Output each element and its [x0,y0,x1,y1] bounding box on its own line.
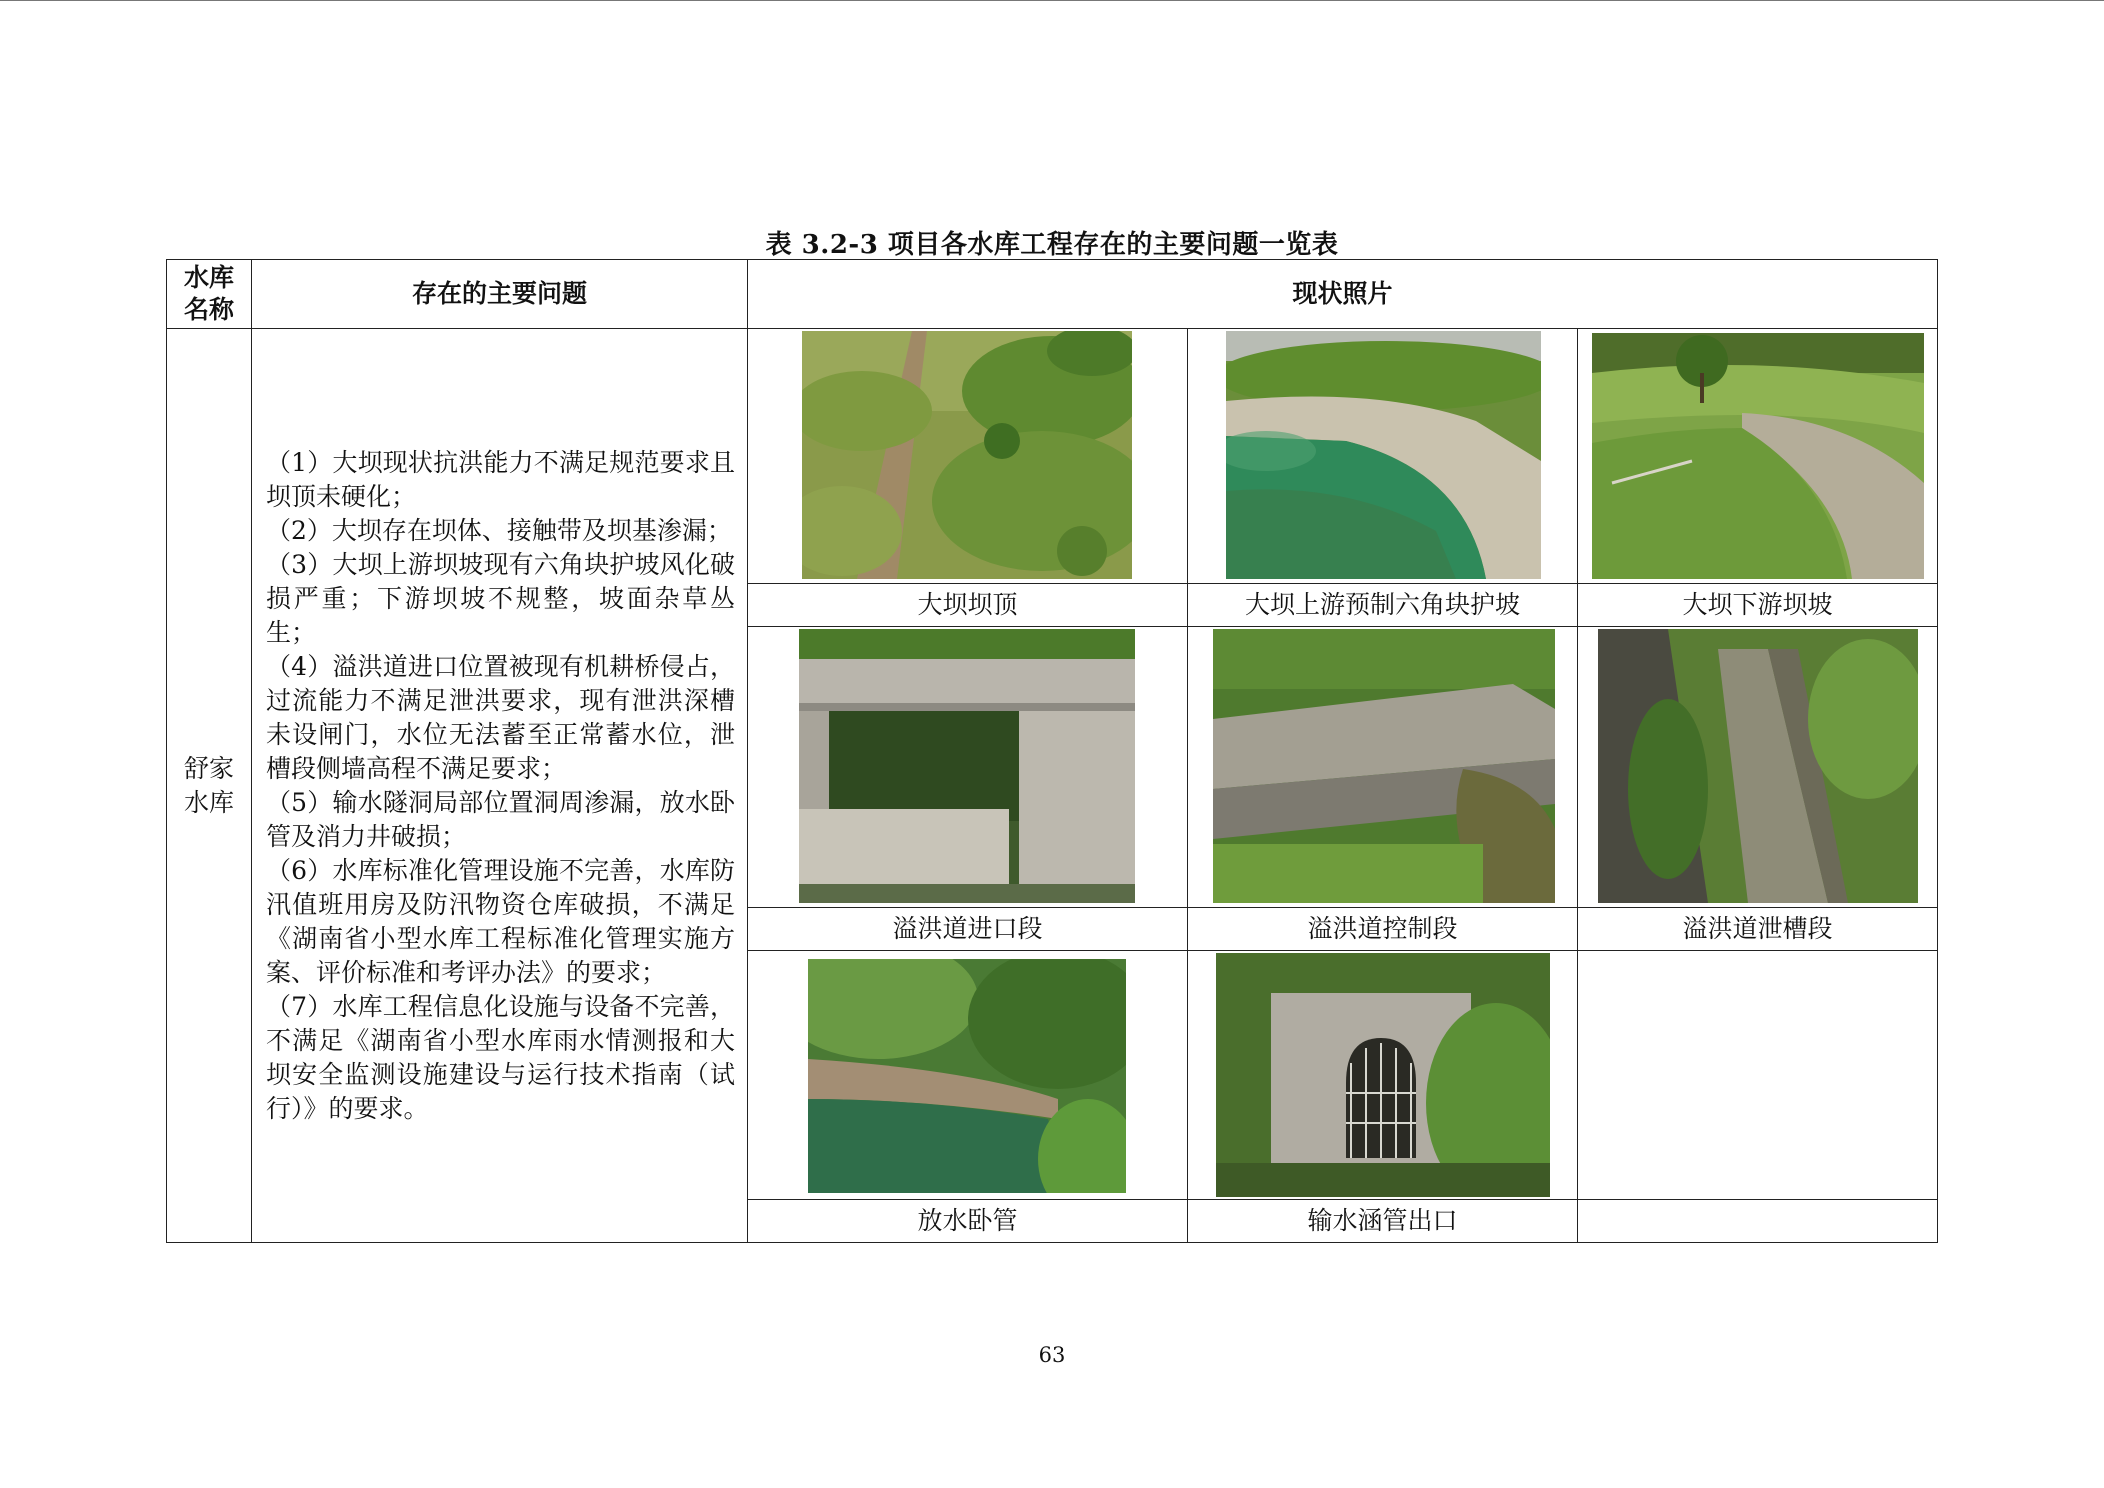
problem-5: （5）输水隧洞局部位置洞周渗漏，放水卧管及消力井破损； [266,787,735,851]
problem-2: （2）大坝存在坝体、接触带及坝基渗漏； [266,515,732,545]
caption-empty [1578,1200,1938,1243]
problem-1: （1）大坝现状抗洪能力不满足规范要求且坝顶未硬化； [266,447,735,511]
problem-4: （4）溢洪道进口位置被现有机耕桥侵占，过流能力不满足泄洪要求，现有泄洪深槽未设闸门，水位无法蓄至正常蓄水位，泄槽段侧墙高程不满足要求； [266,651,735,783]
caption-spillway-inlet: 溢洪道进口段 [748,908,1188,951]
header-problems: 存在的主要问题 [252,260,748,329]
caption-spillway-chute: 溢洪道泄槽段 [1578,908,1938,951]
photo-culvert-outlet [1216,953,1550,1197]
photo-dam-crest [802,331,1132,579]
photo-spillway-chute [1598,629,1918,903]
photo-cell-spillway-inlet [748,627,1188,908]
header-reservoir-name: 水库名称 [167,260,252,329]
top-border-line [0,0,2104,1]
photo-cell-outlet-pipe [748,951,1188,1200]
reservoir-name-cell [167,329,252,1243]
photo-spillway-control [1213,629,1555,903]
problem-6: （6）水库标准化管理设施不完善，水库防汛值班用房及防汛物资仓库破损，不满足《湖南省小型水库工程标准化管理实施方案、评价标准和考评办法》的要求； [266,855,735,987]
photo-cell-downstream-slope [1578,329,1938,584]
problems-cell [252,329,748,1243]
caption-culvert-outlet: 输水涵管出口 [1188,1200,1578,1243]
header-photos: 现状照片 [748,260,1938,329]
photo-upstream-slope [1226,331,1541,579]
photo-cell-spillway-chute [1578,627,1938,908]
caption-downstream-slope: 大坝下游坝坡 [1578,584,1938,627]
caption-dam-crest: 大坝坝顶 [748,584,1188,627]
table-caption: 表 3.2-3 项目各水库工程存在的主要问题一览表 [765,230,1339,260]
photo-cell-spillway-control [1188,627,1578,908]
caption-upstream-slope: 大坝上游预制六角块护坡 [1188,584,1578,627]
photo-cell-upstream-slope [1188,329,1578,584]
problem-3: （3）大坝上游坝坡现有六角块护坡风化破损严重；下游坝坡不规整，坡面杂草丛生； [266,549,735,647]
photo-cell-dam-crest [748,329,1188,584]
caption-spillway-control: 溢洪道控制段 [1188,908,1578,951]
reservoir-name: 舒家水库 [183,753,234,817]
photo-downstream-slope [1592,333,1924,579]
problems-table [166,259,1938,1243]
page-number: 63 [1038,1343,1066,1367]
caption-outlet-pipe: 放水卧管 [748,1200,1188,1243]
photo-cell-culvert-outlet [1188,951,1578,1200]
problem-7: （7）水库工程信息化设施与设备不完善，不满足《湖南省小型水库雨水情测报和大坝安全监测设施建设与运行技术指南（试行）》的要求。 [266,991,735,1123]
photo-spillway-inlet [799,629,1135,903]
photo-cell-empty [1578,951,1938,1200]
photo-outlet-pipe [808,959,1126,1193]
